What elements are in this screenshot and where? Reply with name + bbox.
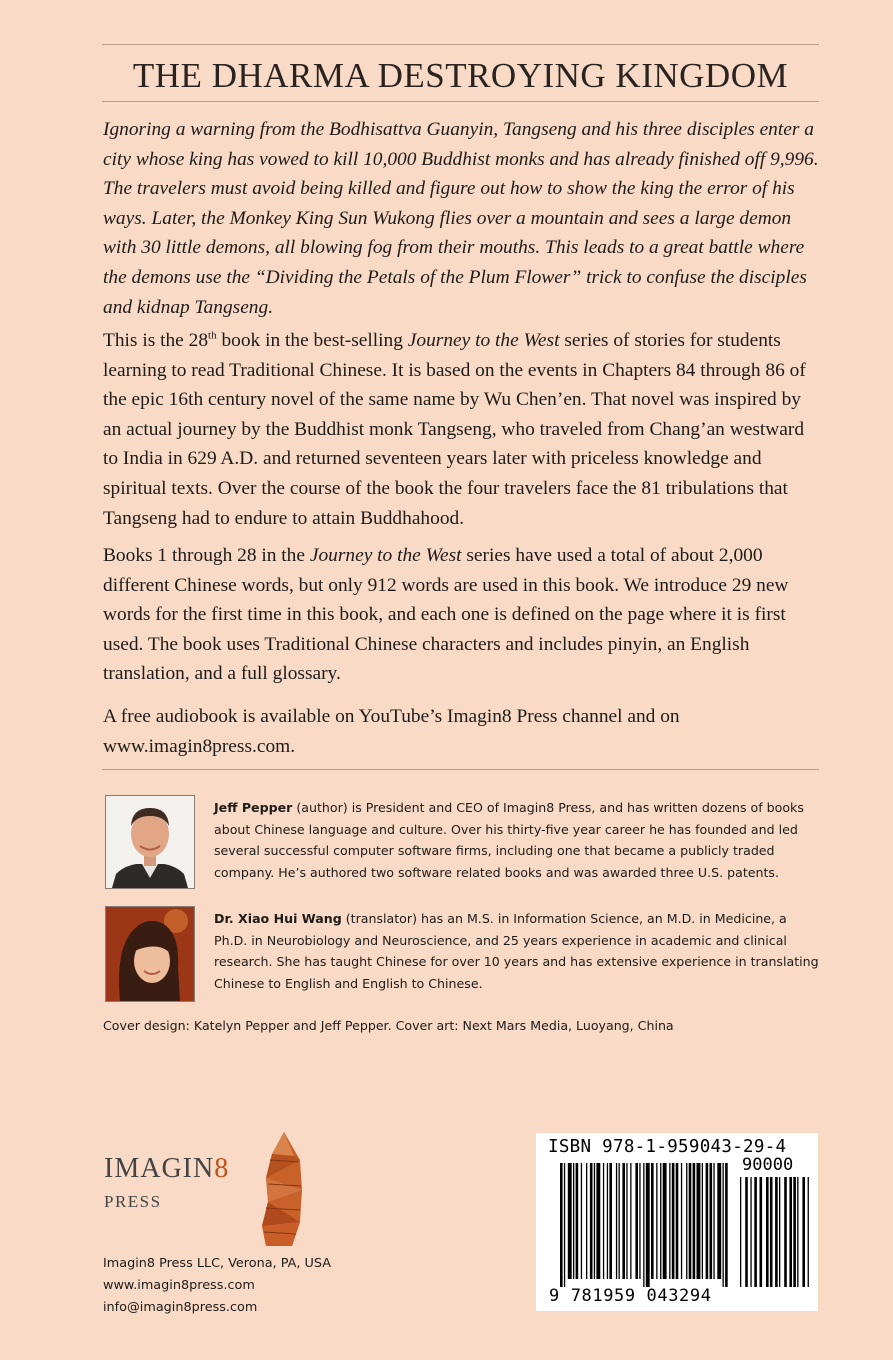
barcode-bar [607,1163,608,1279]
vocab-text-b: series have used a total of about 2,000 different Chinese words, but only 912 words are used in this book. We introduce 29 new words for the first time in this book, and each one is defined on the page where it is first used. The book uses Traditional Chinese characters and includes pinyin, an English translation, and a full glossary. [103,545,789,685]
price-code: 90000 [742,1155,794,1175]
publisher-name: IMAGIN [104,1153,215,1184]
title-rule [102,101,819,102]
barcode-bar [594,1163,595,1279]
barcode-bar [797,1177,798,1287]
barcode-bar [656,1163,657,1279]
cover-credits: Cover design: Katelyn Pepper and Jeff Pepper. Cover art: Next Mars Media, Luoyang, China [103,1018,674,1033]
audiobook-paragraph: A free audiobook is available on YouTube’s Imagin8 Press channel and on www.imagin8press.com. [103,706,680,757]
author-photo [105,795,195,889]
translator-bio [214,908,824,995]
barcode-bar [622,1163,625,1279]
barcode-bar [568,1163,572,1279]
barcode-bar [793,1177,796,1287]
author-bio-text: (author) is President and CEO of Imagin8 Press, and has written dozens of books about Chinese language and culture. Over his thirty-five year career he has founded and led several successful computer software firms, including one that became a publicly traded company. He’s authored two software related books and was awarded three U.S. patents. [214,800,804,881]
top-rule [102,44,819,45]
barcode-bar [745,1177,748,1287]
barcode-bar [740,1177,741,1287]
vocab-text-a: Books 1 through 28 in the [103,545,310,566]
ean-digits [549,1286,712,1306]
barcode-bar [672,1163,675,1279]
barcode-bar [802,1177,805,1287]
ean-right-group: 043294 [646,1286,712,1306]
blurb-paragraph: Ignoring a warning from the Bodhisattva Guanyin, Tangseng and his three disciples enter a city whose king has vowed to kill 10,000 Buddhist monks and has already finished off 9,996. The travelers must avoid being killed and figure out how to show the king the error of his ways. Later, the Monkey King Sun Wukong flies over a mountain and sees a large demon with 30 little demons, all blowing fog from their mouths. This leads to a great battle where the demons use the “Dividing the Petals of the Plum Flower” trick to confuse the disciples and kidnap Tangseng. [103,119,819,318]
barcode-bar [581,1163,582,1279]
barcode-bar [725,1163,728,1287]
barcode-bar [702,1163,703,1279]
isbn-barcode [536,1133,818,1311]
barcode-bar [626,1163,627,1279]
barcode-bar [681,1163,682,1279]
publisher-eight: 8 [214,1153,230,1184]
barcode-bar [669,1163,670,1279]
barcode-bar [713,1163,714,1279]
barcode-bar [723,1163,724,1287]
barcode-bar [750,1177,751,1287]
barcode-bar [651,1163,654,1279]
barcode-bar [590,1163,593,1279]
series-title: Journey to the West [407,330,560,351]
barcode-bar [784,1177,787,1287]
barcode-bar [706,1163,709,1279]
barcode-bar [808,1177,809,1287]
barcode-bar [619,1163,620,1279]
author-bio [214,797,824,884]
barcode-bar [609,1163,612,1279]
isbn-label: ISBN 978-1-959043-29-4 [548,1137,787,1157]
barcode-bar [576,1163,579,1279]
barcode-bar [616,1163,617,1279]
barcode-bar [693,1163,696,1279]
vocabulary-paragraph [103,541,819,689]
barcode-bar [639,1163,640,1279]
description-paragraph [103,326,819,533]
barcode-bar [770,1177,773,1287]
barcode-bar [676,1163,679,1279]
author-name: Jeff Pepper [214,800,293,815]
barcode-bar [766,1177,769,1287]
desc-text-a: This is the 28 [103,330,209,351]
ordinal-suffix: th [208,329,217,342]
barcode-bar [630,1163,631,1279]
translator-photo [105,906,195,1002]
barcode-bar [717,1163,721,1279]
barcode-bar [603,1163,604,1279]
barcode-bar [789,1177,792,1287]
translator-name: Dr. Xiao Hui Wang [214,911,342,926]
publisher-email: info@imagin8press.com [103,1300,258,1315]
barcode-bar [697,1163,701,1279]
junk-sail-logo-icon [256,1130,304,1248]
publisher-logo-text [104,1153,229,1185]
publisher-address: Imagin8 Press LLC, Verona, PA, USA [103,1256,331,1271]
barcode-bar [775,1177,778,1287]
series-title: Journey to the West [309,545,462,566]
barcode-bar [596,1163,600,1279]
barcode-bar [760,1177,763,1287]
barcode-bar [779,1177,780,1287]
publisher-press-label: PRESS [104,1192,162,1211]
barcode-bar [560,1163,563,1287]
barcode-bar [686,1163,687,1279]
barcode-bar [689,1163,692,1279]
publisher-website: www.imagin8press.com [103,1278,255,1293]
ean-first-digit: 9 [549,1286,560,1306]
barcode-bar [635,1163,638,1279]
section-rule [102,769,819,770]
barcode-bar [660,1163,661,1279]
barcode-bar [586,1163,587,1279]
barcode-bar [663,1163,667,1279]
book-title: THE DHARMA DESTROYING KINGDOM [132,56,789,95]
barcode-bar [573,1163,574,1279]
translator-bio-text: (translator) has an M.S. in Information Science, an M.D. in Medicine, a Ph.D. in Neurobiology and Neuroscience, and 25 years experience in academic and clinical research. She has taught Chinese for over 10 years and has extensive experience in translating Chinese to English and English to Chinese. [214,911,819,992]
desc-text-b: book in the best-selling [216,330,408,351]
barcode-bar [643,1163,644,1287]
barcode-bar [564,1163,565,1287]
ean-left-group: 781959 [570,1286,636,1306]
barcode-bar [710,1163,713,1279]
desc-text-c: series of stories for students learning to read Traditional Chinese. It is based on the events in Chapters 84 through 86 of the epic 16th century novel of the same name by Wu Chen’en. That novel was inspired by an actual journey by the Buddhist monk Tangseng, who traveled from Chang’an westward to India in 629 A.D. and returned seventeen years later with priceless knowledge and spiritual texts. Over the course of the book the four travelers face the 81 tribulations that Tangseng had to endure to attain Buddhahood. [103,330,806,529]
barcode-bar [754,1177,757,1287]
barcode-bar [646,1163,650,1287]
